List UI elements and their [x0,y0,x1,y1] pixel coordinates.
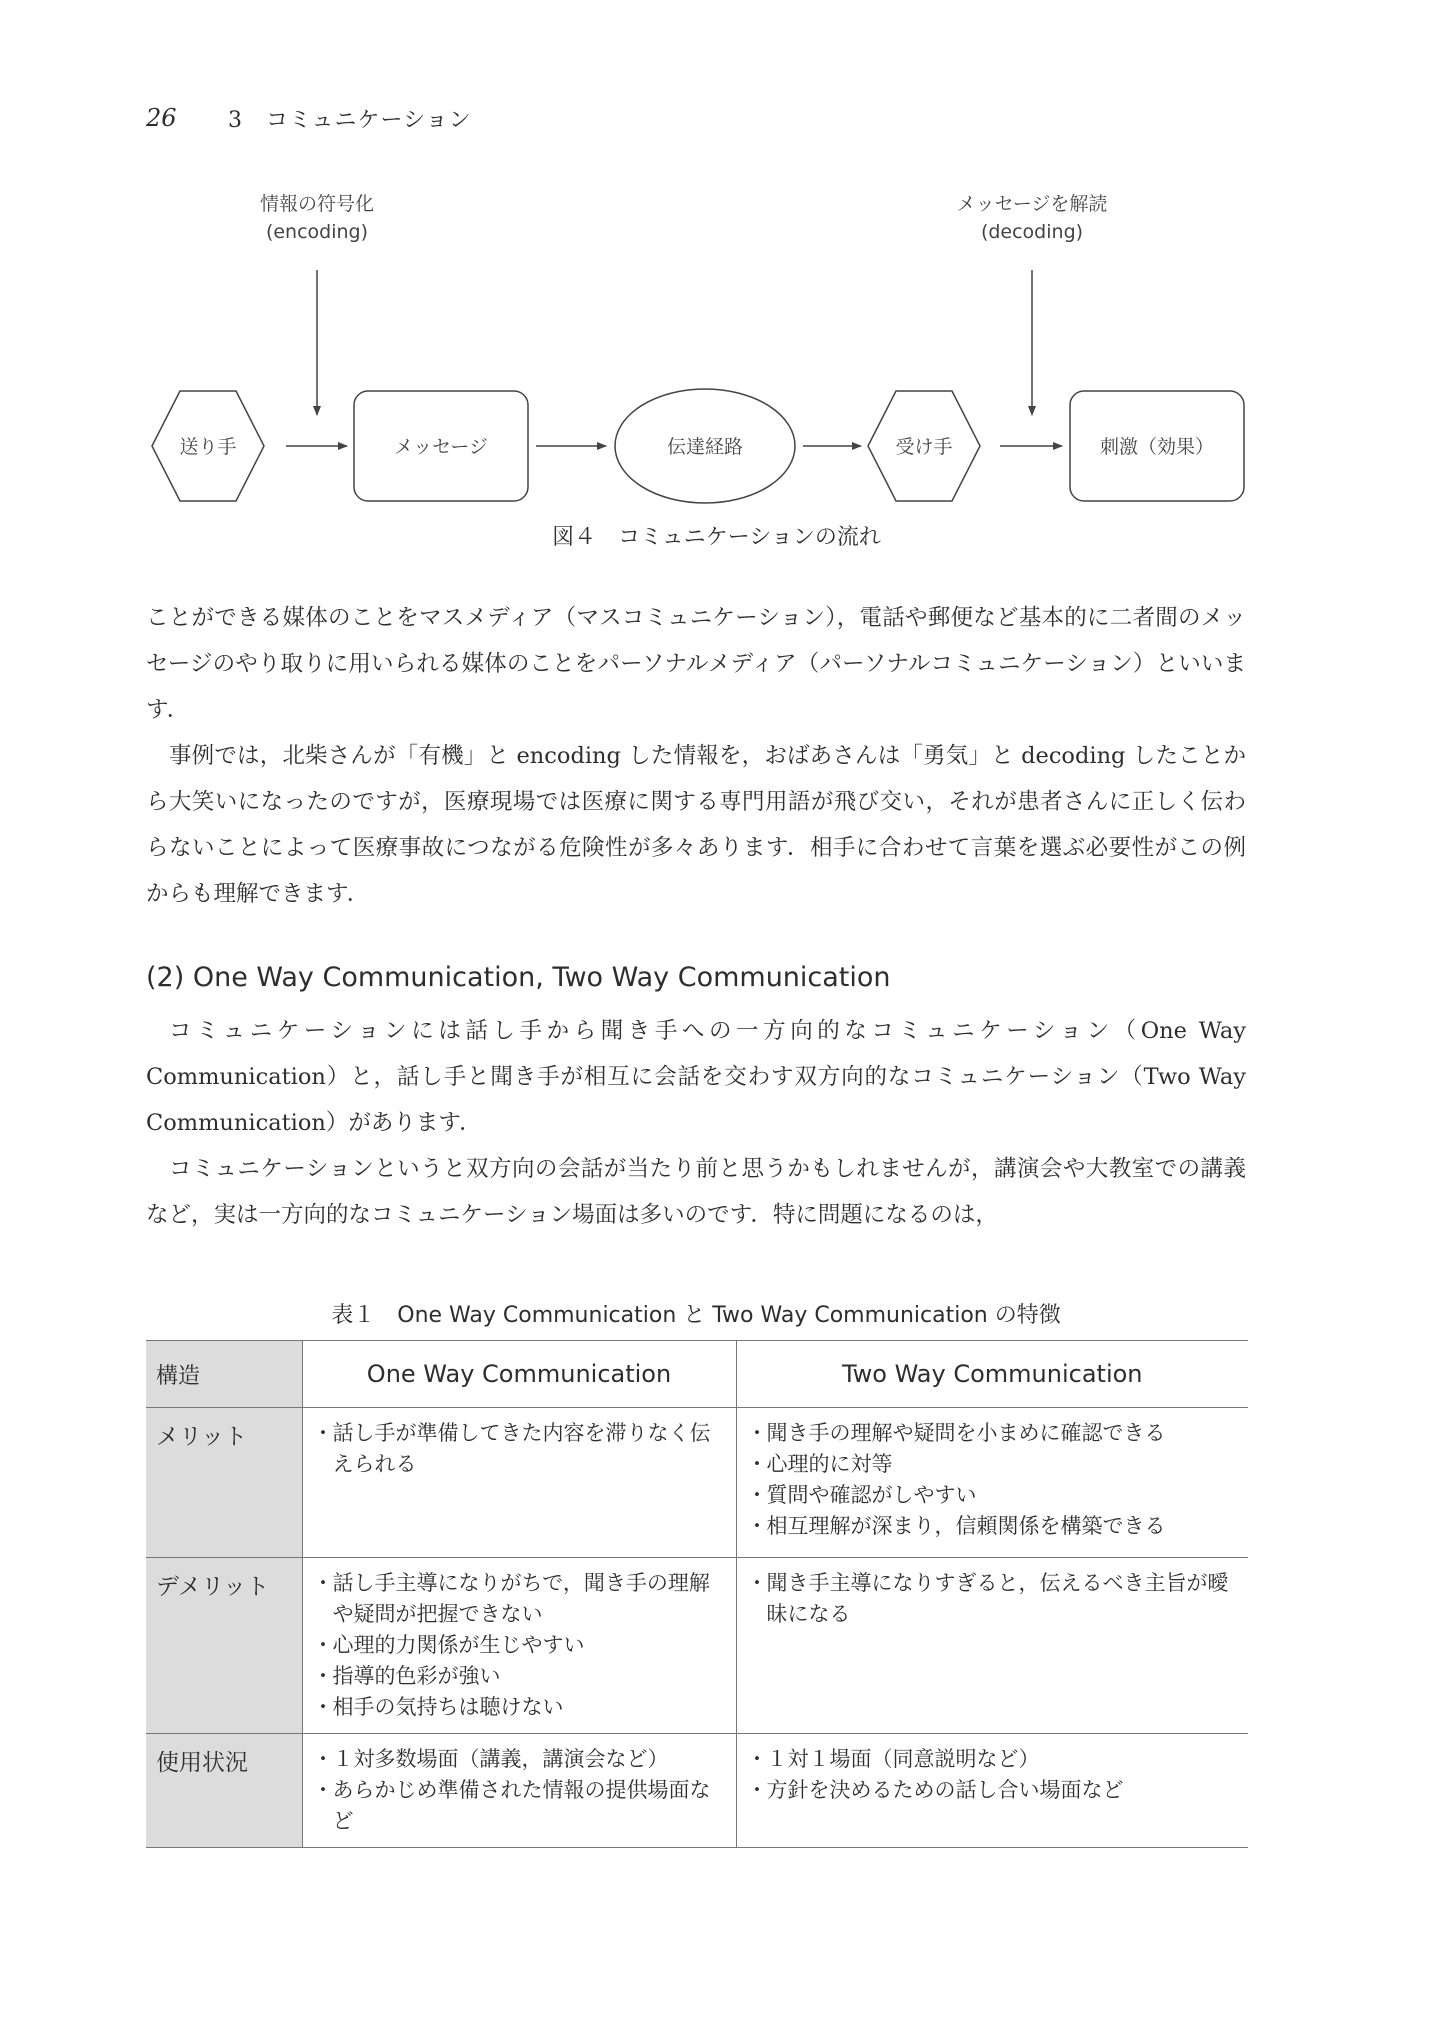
paragraph-1: ことができる媒体のことをマスメディア（マスコミュニケーション），電話や郵便など基本的に二者間のメッセージのやり取りに用いられる媒体のことをパーソナルメディア（パーソナルコミュニケーション）といいます． [146,605,1246,723]
list-item: ・ 聞き手の理解や疑問を小まめに確認できる [747,1418,1239,1449]
paragraph-3: コミュニケーションには話し手から聞き手への一方向的なコミュニケーション（One Way Communication）と，話し手と聞き手が相互に会話を交わす双方向的なコミュニケーション（Two Way Communication）があります． [146,1018,1246,1136]
decoding-label-line2: (decoding) [980,221,1084,243]
list-item: ・ 質問や確認がしやすい [747,1480,1239,1511]
communication-flow-diagram [140,180,1260,510]
node-receiver: 受け手 [895,436,953,458]
list-item: ・ 話し手主導になりがちで，聞き手の理解や疑問が把握できない [313,1568,726,1630]
row-label-usage: 使用状況 [146,1734,302,1848]
merit-one-way [302,1408,736,1558]
figure-caption: 図４ コミュニケーションの流れ [552,525,881,550]
encoding-label-line1: 情報の符号化 [259,193,375,215]
list-item: ・ 聞き手主導になりすぎると，伝えるべき主旨が曖昧になる [747,1568,1239,1630]
chapter-title: 3 コミュニケーション [228,108,472,133]
list-item: ・ １対１場面（同意説明など） [747,1744,1239,1775]
demerit-two-way [736,1558,1248,1734]
node-effect: 刺激（効果） [1099,436,1215,458]
demerit-one-way [302,1558,736,1734]
list-item: ・ 方針を決めるための話し合い場面など [747,1775,1239,1806]
list-item: ・ 相手の気持ちは聴けない [313,1692,726,1723]
encoding-label-line2: (encoding) [265,221,369,243]
section-heading: (2) One Way Communication, Two Way Communication [146,962,891,993]
list-item: ・ 心理的に対等 [747,1449,1239,1480]
row-label-merit: メリット [146,1408,302,1558]
table-row [146,1408,1248,1558]
header-one-way: One Way Communication [302,1341,736,1408]
list-item: ・ 心理的力関係が生じやすい [313,1630,726,1661]
table-header-row [146,1341,1248,1408]
paragraph-4: コミュニケーションというと双方向の会話が当たり前と思うかもしれませんが，講演会や大教室での講義など，実は一方向的なコミュニケーション場面は多いのです．特に問題になるのは， [146,1156,1246,1228]
node-message: メッセージ [394,436,488,458]
header-structure: 構造 [146,1341,302,1408]
list-item: ・ １対多数場面（講義，講演会など） [313,1744,726,1775]
table-caption: 表１ One Way Communication と Two Way Communication の特徴 [331,1303,1061,1328]
node-channel: 伝達経路 [666,436,744,458]
header-two-way: Two Way Communication [736,1341,1248,1408]
list-item: ・ 指導的色彩が強い [313,1661,726,1692]
usage-one-way [302,1734,736,1848]
decoding-label-line1: メッセージを解読 [956,193,1108,215]
list-item: ・ あらかじめ準備された情報の提供場面など [313,1775,726,1837]
node-sender: 送り手 [179,436,237,458]
comparison-table [146,1340,1248,1848]
merit-two-way [736,1408,1248,1558]
row-label-demerit: デメリット [146,1558,302,1734]
paragraph-2: 事例では，北柴さんが「有機」と encoding した情報を，おばあさんは「勇気」と decoding したことから大笑いになったのですが，医療現場では医療に関する専門用語が飛び交い，それが患者さんに正しく伝わらないことによって医療事故につながる危険性が多々あります．相手に合わせて言葉を選ぶ必要性がこの例からも理解できます． [146,743,1246,907]
page-number: 26 [146,104,177,132]
list-item: ・ 相互理解が深まり，信頼関係を構築できる [747,1511,1239,1542]
usage-two-way [736,1734,1248,1848]
table-row [146,1734,1248,1848]
list-item: ・ 話し手が準備してきた内容を滞りなく伝えられる [313,1418,726,1480]
table-row [146,1558,1248,1734]
